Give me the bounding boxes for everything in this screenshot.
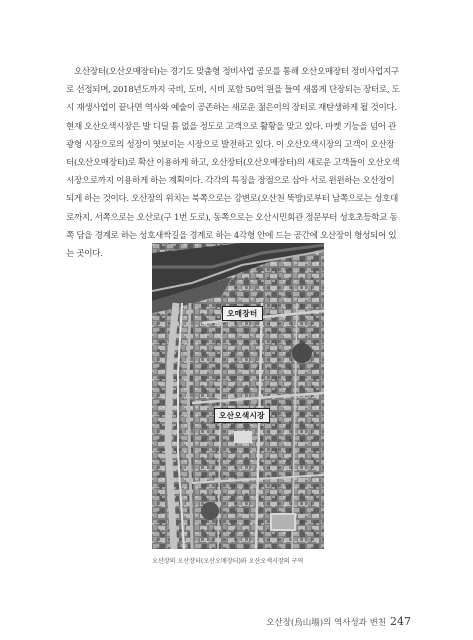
map-label-osaek-market: 오산오색시장 <box>214 408 270 423</box>
body-line: 로까지, 서쪽으로는 오산로(구 1번 도로), 동쪽으로는 오산시민회관 정문부터 성호초등학교 동 <box>66 212 398 223</box>
body-line: 로 선정되며, 2018년도까지 국비, 도비, 시비 포함 50억 원을 들여 새롭게 단장되는 장터로, 도 <box>66 85 400 96</box>
body-line: 되게 하는 것이다. 오산장의 위치는 북쪽으로는 강변로(오산천 뚝방)로부터 남쪽으로는 성호대 <box>66 194 398 205</box>
map-label-omae-market: 오매장터 <box>222 306 263 321</box>
body-line: 현재 오산오색시장은 발 디딜 틈 없을 정도로 고객으로 활황을 맞고 있다. 마켓 기능을 넘어 관 <box>66 121 396 132</box>
page-footer <box>266 615 411 628</box>
aerial-photo <box>152 243 324 549</box>
page-number: 247 <box>390 615 411 628</box>
body-line: 오산장터(오산오매장터)는 경기도 맞춤형 정비사업 공모를 통해 오산오매장터 정비사업지구 <box>74 67 399 77</box>
body-line: 광형 시장으로의 성장이 엿보이는 시장으로 발전하고 있다. 이 오산오색시장의 고객이 오산장 <box>66 139 395 150</box>
body-line: 쪽 담을 경계로 하는 성호새싹길을 경계로 하는 4각형 안에 드는 공간에 오산장이 형성되어 있 <box>66 230 397 241</box>
body-line: 시 재생사업이 끝나면 역사와 예술이 공존하는 새로운 젊은이의 장터로 재탄생하게 될 것이다. <box>66 103 397 114</box>
body-line: 터(오산오매장터)로 확산 이용하게 하고, 오산장터(오산오매장터)의 새로운 고객들이 오산오색 <box>66 158 400 169</box>
figure-caption: 오산장의 오산장터(오산오매장터)와 오산오색시장의 구역 <box>152 558 304 565</box>
body-line: 시장으로까지 이용하게 하는 계획이다. 각각의 특징을 장점으로 삼아 서로 윈윈하는 오산장이 <box>66 176 395 187</box>
aerial-photo-graphic <box>152 243 324 549</box>
running-title: 오산장(烏山場)의 역사성과 변천 <box>266 618 386 628</box>
body-line: 는 곳이다. <box>66 249 103 260</box>
body-paragraph <box>66 63 412 263</box>
